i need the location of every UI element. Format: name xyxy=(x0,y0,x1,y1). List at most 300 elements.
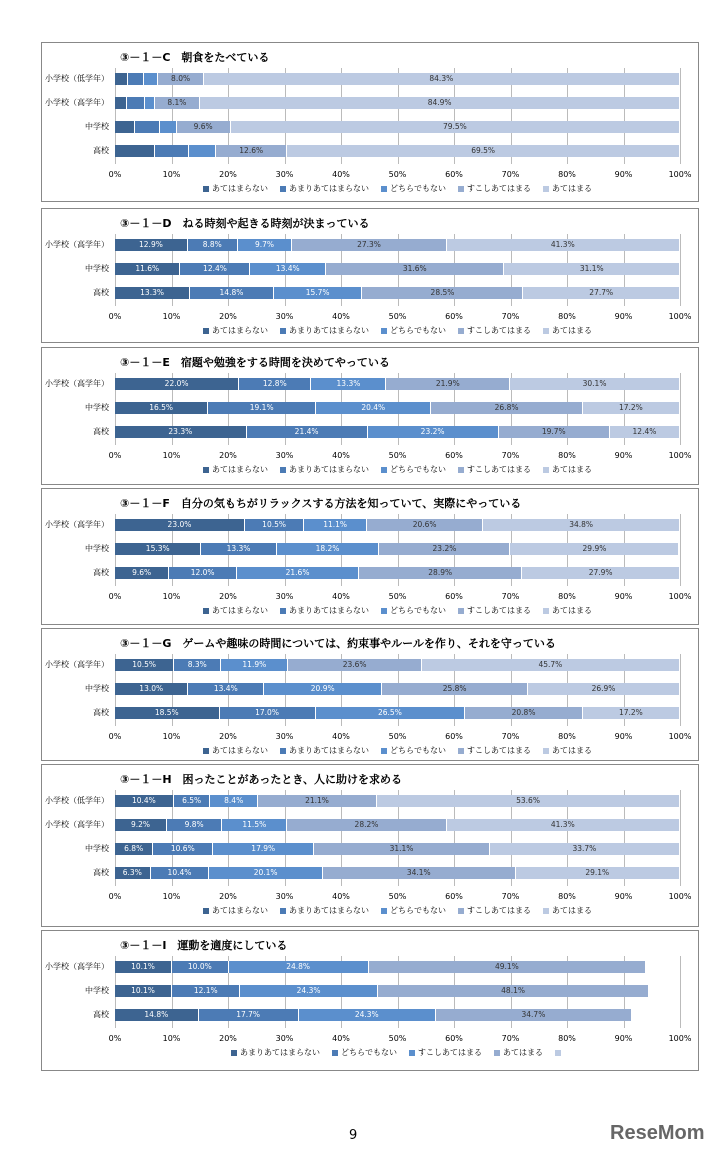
legend-item xyxy=(332,1048,397,1057)
bar-segment: 6.3% xyxy=(115,867,151,879)
legend-item xyxy=(543,326,592,335)
x-tick-label: 50% xyxy=(388,1034,407,1043)
legend-swatch xyxy=(332,1050,338,1056)
bar-segment: 20.4% xyxy=(316,402,431,414)
bar-segment: 23.2% xyxy=(368,426,499,438)
category-label: 中学校 xyxy=(85,403,109,412)
x-tick-label: 20% xyxy=(219,892,237,901)
legend-item xyxy=(203,184,268,193)
legend-swatch xyxy=(543,467,549,473)
bar-segment: 79.5% xyxy=(231,121,680,133)
x-tick-label: 60% xyxy=(445,592,463,601)
x-tick-label: 60% xyxy=(445,892,463,901)
x-tick-label: 100% xyxy=(668,732,692,741)
legend-item xyxy=(381,906,446,915)
x-tick-label: 80% xyxy=(558,592,576,601)
category-label: 高校 xyxy=(93,708,109,717)
x-tick-label: 90% xyxy=(614,1034,633,1043)
legend-swatch xyxy=(280,467,286,473)
bar-segment: 13.3% xyxy=(115,287,190,299)
bar-segment: 10.6% xyxy=(153,843,213,855)
bar-segment: 23.6% xyxy=(288,659,421,671)
legend-item xyxy=(280,746,369,755)
chart-legend xyxy=(115,905,680,916)
x-tick-label: 50% xyxy=(388,892,407,901)
legend-swatch xyxy=(458,748,464,754)
bar-segment: 13.3% xyxy=(201,543,276,555)
bar-row xyxy=(45,961,680,973)
bar-segment: 30.1% xyxy=(510,378,680,390)
chart-panel xyxy=(41,764,699,927)
x-tick-label: 70% xyxy=(501,892,520,901)
category-label: 中学校 xyxy=(85,544,109,553)
legend-label: あてはまらない xyxy=(212,465,269,474)
bar-segment: 31.1% xyxy=(314,843,490,855)
x-tick-label: 80% xyxy=(558,312,576,321)
legend-label: あてはまる xyxy=(551,746,592,755)
bar-segment: 12.6% xyxy=(216,145,287,157)
bar-segment: 10.4% xyxy=(115,795,174,807)
gridline xyxy=(680,373,681,445)
bar-segment xyxy=(115,73,128,85)
legend-label: あまりあてはまらない xyxy=(289,326,370,335)
legend-item xyxy=(555,1048,564,1057)
page-number: 9 xyxy=(349,1128,358,1143)
x-tick-label: 70% xyxy=(501,312,520,321)
bar-segment: 11.5% xyxy=(222,819,287,831)
legend-item xyxy=(381,746,446,755)
x-tick-label: 40% xyxy=(332,1034,350,1043)
bar-segment: 14.8% xyxy=(115,1009,199,1021)
legend-item xyxy=(203,746,268,755)
chart-panel xyxy=(41,208,699,343)
legend-label: すこしあてはまる xyxy=(466,746,531,755)
bar-segment: 11.1% xyxy=(304,519,367,531)
chart-legend xyxy=(115,745,680,756)
plot-area xyxy=(45,790,692,901)
legend-item xyxy=(458,606,531,615)
bar-segment: 8.4% xyxy=(210,795,257,807)
legend-label: あまりあてはまらない xyxy=(289,906,370,915)
bar-segment: 17.2% xyxy=(583,707,680,719)
plot-area xyxy=(45,234,692,321)
bar-segment: 23.2% xyxy=(379,543,510,555)
bar-segment: 8.8% xyxy=(188,239,238,251)
bar-segment: 84.9% xyxy=(200,97,680,109)
bar-segment: 9.6% xyxy=(177,121,231,133)
bar-segment: 20.8% xyxy=(465,707,583,719)
legend-label: あてはまらない xyxy=(212,326,269,335)
gridline xyxy=(680,514,681,586)
category-label: 中学校 xyxy=(85,264,109,273)
bar-row xyxy=(85,121,680,133)
bar-segment: 21.1% xyxy=(258,795,377,807)
legend-label: あまりあてはまらない xyxy=(289,746,370,755)
bar-segment: 20.9% xyxy=(264,683,382,695)
bar-segment: 20.1% xyxy=(209,867,323,879)
x-tick-label: 100% xyxy=(668,592,692,601)
gridline xyxy=(680,234,681,306)
bar-row xyxy=(85,543,680,555)
legend-swatch xyxy=(543,748,549,754)
bar-segment xyxy=(189,145,216,157)
legend-label: あてはまる xyxy=(551,326,592,335)
chart-panel xyxy=(41,930,699,1071)
bar-segment: 10.5% xyxy=(115,659,174,671)
chart-legend xyxy=(115,183,680,194)
chart-title: ③－１－E 宿題や勉強をする時間を決めてやっている xyxy=(120,356,390,369)
x-tick-label: 40% xyxy=(332,732,350,741)
x-tick-label: 70% xyxy=(501,451,520,460)
bar-segment: 13.3% xyxy=(311,378,386,390)
bar-segment: 27.7% xyxy=(523,287,680,299)
x-tick-label: 30% xyxy=(275,451,294,460)
bar-segment: 45.7% xyxy=(422,659,680,671)
bar-segment: 21.9% xyxy=(386,378,510,390)
bar-row xyxy=(45,819,680,831)
legend-label: あまりあてはまらない xyxy=(289,606,370,615)
legend-swatch xyxy=(203,908,209,914)
x-tick-label: 30% xyxy=(275,170,294,179)
legend-swatch xyxy=(381,328,387,334)
bar-segment: 15.3% xyxy=(115,543,201,555)
category-label: 小学校（高学年） xyxy=(45,962,109,971)
category-label: 小学校（高学年） xyxy=(45,520,109,529)
x-tick-label: 0% xyxy=(108,732,122,741)
category-label: 高校 xyxy=(93,288,109,297)
bar-segment: 53.6% xyxy=(377,795,680,807)
x-tick-label: 10% xyxy=(162,1034,181,1043)
bar-segment: 26.8% xyxy=(431,402,582,414)
bar-segment: 8.0% xyxy=(158,73,203,85)
legend-item xyxy=(458,184,531,193)
legend-swatch xyxy=(555,1050,561,1056)
legend-item xyxy=(458,746,531,755)
bar-segment: 10.0% xyxy=(172,961,229,973)
x-tick-label: 20% xyxy=(219,312,237,321)
x-tick-label: 90% xyxy=(614,732,633,741)
x-tick-label: 0% xyxy=(108,170,122,179)
bar-segment: 9.6% xyxy=(115,567,169,579)
bar-row xyxy=(93,867,680,879)
x-tick-label: 40% xyxy=(332,892,350,901)
legend-swatch xyxy=(543,186,549,192)
plot-area xyxy=(45,514,692,601)
bar-segment xyxy=(127,97,145,109)
legend-swatch xyxy=(543,908,549,914)
gridline xyxy=(680,790,681,886)
legend-label: あてはまらない xyxy=(212,906,269,915)
chart-title: ③－１－I 運動を適度にしている xyxy=(120,939,288,952)
legend-swatch xyxy=(494,1050,500,1056)
plot-area xyxy=(45,654,692,741)
legend-label: すこしあてはまる xyxy=(466,465,531,474)
legend-item xyxy=(203,465,268,474)
bar-segment: 22.0% xyxy=(115,378,239,390)
x-tick-label: 90% xyxy=(614,451,633,460)
bar-segment: 6.8% xyxy=(115,843,153,855)
legend-swatch xyxy=(458,186,464,192)
x-tick-label: 20% xyxy=(219,732,237,741)
x-tick-label: 0% xyxy=(108,592,122,601)
category-label: 高校 xyxy=(93,568,109,577)
bar-row xyxy=(45,239,680,251)
x-tick-label: 0% xyxy=(108,312,122,321)
legend-label: どちらでもない xyxy=(390,326,446,335)
bar-segment: 12.4% xyxy=(180,263,250,275)
bar-row xyxy=(45,795,680,807)
legend-item xyxy=(231,1048,320,1057)
legend-swatch xyxy=(381,186,387,192)
bar-segment: 14.8% xyxy=(190,287,274,299)
bar-segment: 11.6% xyxy=(115,263,180,275)
x-tick-label: 0% xyxy=(108,892,122,901)
legend-label: すこしあてはまる xyxy=(466,326,531,335)
x-tick-label: 60% xyxy=(445,170,463,179)
bar-row xyxy=(93,145,680,157)
legend-item xyxy=(381,465,446,474)
legend-swatch xyxy=(280,748,286,754)
bar-segment xyxy=(160,121,177,133)
x-tick-label: 30% xyxy=(275,592,294,601)
bar-segment: 15.7% xyxy=(274,287,363,299)
category-label: 高校 xyxy=(93,868,109,877)
legend-item xyxy=(381,326,446,335)
bar-segment xyxy=(135,121,159,133)
bar-segment xyxy=(115,145,155,157)
bar-segment: 48.1% xyxy=(378,985,650,997)
x-tick-label: 30% xyxy=(275,1034,294,1043)
x-tick-label: 40% xyxy=(332,451,350,460)
x-tick-label: 50% xyxy=(388,592,407,601)
legend-label: あてはまらない xyxy=(212,606,269,615)
x-tick-label: 90% xyxy=(614,592,633,601)
x-tick-label: 80% xyxy=(558,732,576,741)
legend-item xyxy=(543,906,592,915)
legend-label: どちらでもない xyxy=(390,606,446,615)
category-label: 高校 xyxy=(93,146,109,155)
legend-item xyxy=(409,1048,482,1057)
chart-panel xyxy=(41,488,699,625)
bar-segment xyxy=(145,97,155,109)
bar-segment xyxy=(115,121,135,133)
legend-label: すこしあてはまる xyxy=(466,906,531,915)
x-tick-label: 60% xyxy=(445,1034,463,1043)
bar-row xyxy=(93,567,680,579)
chart-title: ③－１－C 朝食をたべている xyxy=(120,51,270,64)
legend-item xyxy=(203,906,268,915)
legend-swatch xyxy=(203,186,209,192)
gridline xyxy=(680,956,681,1028)
bar-segment: 31.1% xyxy=(504,263,680,275)
legend-swatch xyxy=(458,467,464,473)
bar-row xyxy=(85,263,680,275)
bar-segment: 21.4% xyxy=(247,426,368,438)
legend-item xyxy=(280,465,369,474)
bar-segment: 34.7% xyxy=(436,1009,632,1021)
bar-segment: 18.2% xyxy=(277,543,380,555)
x-tick-label: 50% xyxy=(388,451,407,460)
bar-segment: 25.8% xyxy=(382,683,528,695)
x-tick-label: 90% xyxy=(614,312,633,321)
x-tick-label: 80% xyxy=(558,170,576,179)
chart-legend xyxy=(115,325,680,336)
category-label: 小学校（低学年） xyxy=(45,796,109,805)
bar-segment: 23.0% xyxy=(115,519,245,531)
bar-segment: 24.3% xyxy=(240,985,377,997)
bar-row xyxy=(85,683,680,695)
legend-label: すこしあてはまる xyxy=(466,606,531,615)
bar-segment: 11.9% xyxy=(221,659,288,671)
legend-label: あてはまる xyxy=(551,606,592,615)
bar-segment: 12.4% xyxy=(610,426,680,438)
x-tick-label: 10% xyxy=(162,451,181,460)
legend-item xyxy=(280,184,369,193)
chart-title: ③－１－G ゲームや趣味の時間については、約束事やルールを作り、それを守っている xyxy=(120,637,556,650)
x-tick-label: 50% xyxy=(388,312,407,321)
legend-item xyxy=(458,906,531,915)
legend-swatch xyxy=(458,328,464,334)
bar-segment: 16.5% xyxy=(115,402,208,414)
bar-segment: 18.5% xyxy=(115,707,220,719)
bar-row xyxy=(45,519,680,531)
legend-label: すこしあてはまる xyxy=(466,184,531,193)
bar-segment: 28.9% xyxy=(359,567,522,579)
bar-segment: 13.4% xyxy=(188,683,264,695)
x-tick-label: 40% xyxy=(332,312,350,321)
chart-title: ③－１－H 困ったことがあったとき、人に助けを求める xyxy=(120,773,402,786)
x-tick-label: 10% xyxy=(162,892,181,901)
legend-swatch xyxy=(543,608,549,614)
bar-segment xyxy=(144,73,158,85)
chart-panel xyxy=(41,628,699,761)
bar-segment: 8.1% xyxy=(155,97,201,109)
category-label: 中学校 xyxy=(85,986,109,995)
resemom-logo: ReseMom xyxy=(610,1122,705,1144)
legend-swatch xyxy=(203,608,209,614)
bar-segment: 9.8% xyxy=(167,819,222,831)
bar-segment: 26.5% xyxy=(316,707,466,719)
legend-label: あてはまらない xyxy=(212,746,269,755)
legend-item xyxy=(280,606,369,615)
bar-segment: 12.1% xyxy=(172,985,240,997)
legend-label: すこしあてはまる xyxy=(417,1048,482,1057)
legend-item xyxy=(458,465,531,474)
bar-segment: 28.2% xyxy=(287,819,446,831)
category-label: 高校 xyxy=(93,427,109,436)
category-label: 小学校（高学年） xyxy=(45,379,109,388)
plot-area xyxy=(45,373,692,460)
x-tick-label: 100% xyxy=(668,451,692,460)
bar-row xyxy=(45,97,680,109)
legend-item xyxy=(381,606,446,615)
bar-segment: 24.8% xyxy=(229,961,369,973)
legend-item xyxy=(494,1048,543,1057)
category-label: 中学校 xyxy=(85,684,109,693)
x-tick-label: 20% xyxy=(219,170,237,179)
legend-label: あまりあてはまらない xyxy=(289,465,370,474)
x-tick-label: 80% xyxy=(558,1034,576,1043)
legend-swatch xyxy=(203,748,209,754)
x-tick-label: 30% xyxy=(275,312,294,321)
category-label: 高校 xyxy=(93,1010,109,1019)
x-tick-label: 10% xyxy=(162,732,181,741)
x-tick-label: 100% xyxy=(668,170,692,179)
chart-legend xyxy=(115,1047,680,1058)
bar-segment: 6.5% xyxy=(174,795,211,807)
bar-segment xyxy=(128,73,144,85)
bar-segment: 9.2% xyxy=(115,819,167,831)
bar-segment: 17.0% xyxy=(220,707,316,719)
bar-segment: 26.9% xyxy=(528,683,680,695)
legend-swatch xyxy=(381,748,387,754)
legend-swatch xyxy=(280,908,286,914)
bar-row xyxy=(45,659,680,671)
legend-swatch xyxy=(381,608,387,614)
chart-legend xyxy=(115,464,680,475)
bar-row xyxy=(85,985,680,997)
bar-segment: 10.1% xyxy=(115,985,172,997)
x-tick-label: 100% xyxy=(668,312,692,321)
bar-segment xyxy=(115,97,127,109)
x-tick-label: 50% xyxy=(388,170,407,179)
bar-segment: 29.1% xyxy=(516,867,680,879)
x-tick-label: 50% xyxy=(388,732,407,741)
x-tick-label: 80% xyxy=(558,892,576,901)
bar-segment: 24.3% xyxy=(299,1009,436,1021)
legend-swatch xyxy=(381,467,387,473)
x-tick-label: 60% xyxy=(445,312,463,321)
category-label: 小学校（高学年） xyxy=(45,240,109,249)
bar-segment: 13.0% xyxy=(115,683,188,695)
legend-swatch xyxy=(381,908,387,914)
legend-item xyxy=(381,184,446,193)
x-tick-label: 10% xyxy=(162,592,181,601)
bar-segment: 41.3% xyxy=(447,239,680,251)
bar-segment: 34.8% xyxy=(483,519,680,531)
plot-area xyxy=(45,68,692,179)
legend-label: どちらでもない xyxy=(390,746,446,755)
bar-segment: 19.1% xyxy=(208,402,316,414)
x-tick-label: 60% xyxy=(445,732,463,741)
x-tick-label: 70% xyxy=(501,592,520,601)
x-tick-label: 90% xyxy=(614,170,633,179)
x-tick-label: 40% xyxy=(332,592,350,601)
chart-title: ③－１－D ねる時刻や起きる時刻が決まっている xyxy=(120,217,370,230)
legend-item xyxy=(543,184,592,193)
bar-segment: 23.3% xyxy=(115,426,247,438)
x-tick-label: 100% xyxy=(668,1034,692,1043)
x-tick-label: 100% xyxy=(668,892,692,901)
bar-segment: 12.8% xyxy=(239,378,311,390)
x-tick-label: 90% xyxy=(614,892,633,901)
legend-label: あてはまらない xyxy=(212,184,269,193)
legend-item xyxy=(543,606,592,615)
legend-swatch xyxy=(231,1050,237,1056)
bar-segment: 21.6% xyxy=(237,567,359,579)
bar-segment xyxy=(155,145,189,157)
legend-swatch xyxy=(280,328,286,334)
x-tick-label: 30% xyxy=(275,732,294,741)
x-tick-label: 30% xyxy=(275,892,294,901)
bar-segment: 33.7% xyxy=(490,843,680,855)
bar-segment: 17.7% xyxy=(199,1009,299,1021)
bar-segment: 27.3% xyxy=(292,239,446,251)
legend-swatch xyxy=(280,608,286,614)
bar-segment: 17.2% xyxy=(583,402,680,414)
gridline xyxy=(680,654,681,726)
x-tick-label: 80% xyxy=(558,451,576,460)
